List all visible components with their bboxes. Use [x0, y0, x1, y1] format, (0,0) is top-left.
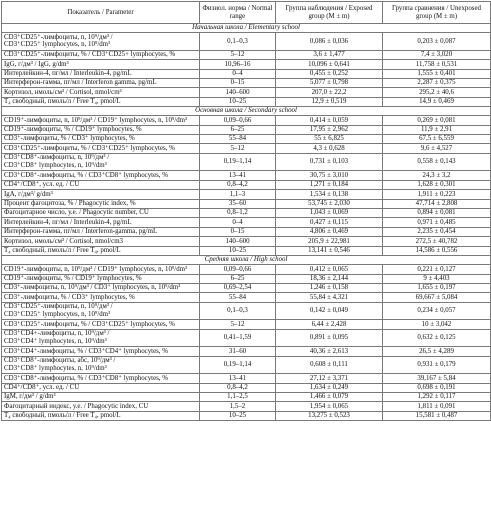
exposed-value-cell: 0,731 ± 0,103 — [276, 153, 383, 171]
parameter-cell — [2, 218, 200, 227]
exposed-value-cell: 1,954 ± 0,065 — [276, 402, 383, 411]
section-title: Средняя школа / High school — [2, 255, 491, 264]
exposed-value-cell: 4,806 ± 0,469 — [276, 227, 383, 236]
normal-range-cell: 0,09–0,66 — [200, 265, 276, 274]
header-row — [2, 2, 491, 24]
parameter-cell — [2, 293, 200, 302]
parameter-label-line: CD3⁺CD25⁺-лимфоциты, % / CD3⁺CD25⁺ lymphocytes, % — [4, 144, 175, 152]
exposed-value-cell: 18,36 ± 2,144 — [276, 274, 383, 283]
parameter-cell — [2, 33, 200, 51]
exposed-value-cell: 13,275 ± 0,523 — [276, 411, 383, 420]
unexposed-value-cell: 47,714 ± 2,808 — [383, 199, 491, 208]
normal-range-cell: 35–60 — [200, 199, 276, 208]
normal-range-cell: 0–15 — [200, 78, 276, 87]
normal-range-cell: 10–25 — [200, 246, 276, 255]
normal-range-cell: 55–84 — [200, 293, 276, 302]
parameter-label-line: T₄ свободный, пмоль/л / Free T₄, pmol/L — [4, 412, 121, 420]
unexposed-value-cell: 0,971 ± 0,485 — [383, 218, 491, 227]
parameter-cell — [2, 374, 200, 383]
parameter-label-line: CD3⁺CD4⁺-лимфоциты, % / CD3⁺CD4⁺ lymphocytes, % — [4, 347, 168, 355]
parameter-label-line: T₄ свободный, пмоль/л / Free T₄, pmol/L — [4, 246, 121, 254]
table-row — [2, 50, 491, 59]
unexposed-value-cell: 272,5 ± 40,782 — [383, 237, 491, 246]
table-row — [2, 237, 491, 246]
table-row — [2, 218, 491, 227]
parameter-label-line: Фагоцитарный индекс, у.е. / Phagocytic index, CU — [4, 402, 149, 410]
parameter-label-line: CD4⁺/CD8⁺, усл. ед. / CU — [4, 384, 80, 392]
normal-range-cell: 10–25 — [200, 411, 276, 420]
unexposed-value-cell: 26,5 ± 4,289 — [383, 347, 491, 356]
normal-range-cell: 0–15 — [200, 227, 276, 236]
parameter-cell — [2, 383, 200, 392]
table-row — [2, 33, 491, 51]
header-exposed-group: Группа наблюдения / Exposed group (M ± m) — [276, 2, 383, 24]
parameter-label-line: CD3⁺CD8⁺-лимфоциты, % / CD3⁺CD8⁺ lymphocytes, % — [4, 374, 168, 382]
table-row — [2, 180, 491, 189]
section-header-row — [2, 255, 491, 264]
parameter-cell — [2, 125, 200, 134]
parameter-label-line: CD19⁺-лимфоциты, % / CD19⁺ lymphocytes, % — [4, 274, 142, 282]
exposed-value-cell: 17,95 ± 2,962 — [276, 125, 383, 134]
section-header-row — [2, 24, 491, 33]
parameter-cell — [2, 190, 200, 199]
parameter-label-line: CD3⁺CD4⁺ lymphocytes, n, 10⁹/dm³ — [4, 338, 107, 346]
table-row — [2, 320, 491, 329]
unexposed-value-cell: 2,287 ± 0,375 — [383, 78, 491, 87]
table-row — [2, 393, 491, 402]
exposed-value-cell: 0,608 ± 0,111 — [276, 356, 383, 374]
exposed-value-cell: 1,634 ± 0,249 — [276, 383, 383, 392]
parameter-cell — [2, 171, 200, 180]
table-row — [2, 302, 491, 320]
unexposed-value-cell: 0,632 ± 0,125 — [383, 329, 491, 347]
table-row — [2, 265, 491, 274]
exposed-value-cell: 1,534 ± 0,138 — [276, 190, 383, 199]
exposed-value-cell: 0,412 ± 0,065 — [276, 265, 383, 274]
exposed-value-cell: 13,141 ± 0,546 — [276, 246, 383, 255]
table-row — [2, 411, 491, 420]
parameter-label-line: CD3⁺CD25⁺-лимфоциты, % / CD3⁺CD25+ lymphocytes, % — [4, 51, 176, 59]
table-row — [2, 135, 491, 144]
table-row — [2, 190, 491, 199]
unexposed-value-cell: 67,5 ± 6,559 — [383, 135, 491, 144]
exposed-value-cell: 6,44 ± 2,428 — [276, 320, 383, 329]
exposed-value-cell: 1,466 ± 0,079 — [276, 393, 383, 402]
exposed-value-cell: 27,12 ± 3,371 — [276, 374, 383, 383]
parameter-label-line: Фагоцитарное число, у.е. / Phagocytic number, CU — [4, 209, 149, 217]
unexposed-value-cell: 1,655 ± 0,197 — [383, 283, 491, 292]
unexposed-value-cell: 39,167 ± 5,84 — [383, 374, 491, 383]
parameter-label-line: Интерлейкин-4, пг/мл / Interleukin-4, pg/mL — [4, 69, 132, 77]
exposed-value-cell: 1,271 ± 0,184 — [276, 180, 383, 189]
parameter-label-line: CD19⁺-лимфоциты, % / CD19⁺ lymphocytes, % — [4, 126, 142, 134]
parameter-cell — [2, 199, 200, 208]
normal-range-cell: 55–84 — [200, 135, 276, 144]
table-row — [2, 209, 491, 218]
normal-range-cell: 5–12 — [200, 144, 276, 153]
exposed-value-cell: 0,455 ± 0,252 — [276, 69, 383, 78]
section-title: Основная школа / Secondary school — [2, 107, 491, 116]
table-row — [2, 60, 491, 69]
parameter-cell — [2, 329, 200, 347]
unexposed-value-cell: 9 ± 4,403 — [383, 274, 491, 283]
normal-range-cell: 0,19–1,14 — [200, 356, 276, 374]
table-row — [2, 227, 491, 236]
unexposed-value-cell: 0,203 ± 0,087 — [383, 33, 491, 51]
table-row — [2, 274, 491, 283]
exposed-value-cell: 12,9 ± 0,519 — [276, 97, 383, 106]
exposed-value-cell: 205,9 ± 22,981 — [276, 237, 383, 246]
unexposed-value-cell: 1,292 ± 0,117 — [383, 393, 491, 402]
table-row — [2, 402, 491, 411]
exposed-value-cell: 0,414 ± 0,059 — [276, 116, 383, 125]
exposed-value-cell: 1,246 ± 0,158 — [276, 283, 383, 292]
unexposed-value-cell: 14,9 ± 0,469 — [383, 97, 491, 106]
unexposed-value-cell: 0,269 ± 0,081 — [383, 116, 491, 125]
normal-range-cell: 5–12 — [200, 50, 276, 59]
normal-range-cell: 1,5–2 — [200, 402, 276, 411]
normal-range-cell: 1,1–2,5 — [200, 393, 276, 402]
parameter-label-line: CD3⁺CD8⁺-лимфоциты, n, 10⁹/дм³ / — [4, 154, 110, 162]
table-row — [2, 383, 491, 392]
parameter-label-line: CD3⁺CD8⁺ lymphocytes, n, 10⁹/dm³ — [4, 365, 107, 372]
parameter-label-line: CD3⁺-лимфоциты, % / CD3⁺ lymphocytes, % — [4, 135, 135, 143]
parameter-label-line: CD4⁺/CD8⁺, усл. ед. / CU — [4, 181, 80, 189]
parameter-label-line: CD3⁺-лимфоциты, % / CD3⁺ lymphocytes, % — [4, 293, 135, 301]
parameter-label-line: CD19⁺-лимфоциты, n, 10⁹/дм³ / CD19⁺ lymphocytes, n, 10⁹/dm³ — [4, 265, 188, 273]
parameter-label-line: CD3⁺CD25⁺-лимфоциты, % / CD3⁺CD25⁺ lymphocytes, % — [4, 320, 175, 328]
parameter-cell — [2, 265, 200, 274]
unexposed-value-cell: 9,6 ± 4,527 — [383, 144, 491, 153]
parameter-cell — [2, 60, 200, 69]
normal-range-cell: 140–600 — [200, 237, 276, 246]
exposed-value-cell: 10,096 ± 0,641 — [276, 60, 383, 69]
header-normal-range: Физиол. норма / Normal range — [200, 2, 276, 24]
normal-range-cell: 0,69–2,54 — [200, 283, 276, 292]
parameter-label-line: Кортизол, нмоль/см³ / Cortisol, nmol/cm3 — [4, 237, 124, 245]
normal-range-cell: 0,8–1,2 — [200, 209, 276, 218]
normal-range-cell: 1,1–3 — [200, 190, 276, 199]
unexposed-value-cell: 1,555 ± 0,401 — [383, 69, 491, 78]
unexposed-value-cell: 0,894 ± 0,081 — [383, 209, 491, 218]
parameter-cell — [2, 97, 200, 106]
normal-range-cell: 0,1–0,3 — [200, 33, 276, 51]
parameter-label-line: CD3⁺-лимфоциты, n, 10⁹/дм³ / CD3⁺ lymphocytes, n, 10⁹/dm³ — [4, 284, 181, 292]
parameter-cell — [2, 347, 200, 356]
normal-range-cell: 140–600 — [200, 88, 276, 97]
unexposed-value-cell: 15,581 ± 0,487 — [383, 411, 491, 420]
parameter-cell — [2, 302, 200, 320]
exposed-value-cell: 207,0 ± 22,2 — [276, 88, 383, 97]
normal-range-cell: 5–12 — [200, 320, 276, 329]
parameter-cell — [2, 393, 200, 402]
parameter-cell — [2, 144, 200, 153]
exposed-value-cell: 30,75 ± 3,010 — [276, 171, 383, 180]
unexposed-value-cell: 0,234 ± 0,057 — [383, 302, 491, 320]
normal-range-cell: 13–41 — [200, 374, 276, 383]
header-unexposed-group: Группа сравнения / Unexposed group (M ± m) — [383, 2, 491, 24]
parameter-cell — [2, 135, 200, 144]
table-row — [2, 283, 491, 292]
parameter-cell — [2, 153, 200, 171]
parameter-cell — [2, 274, 200, 283]
exposed-value-cell: 0,891 ± 0,095 — [276, 329, 383, 347]
parameter-label-line: IgA, г/дм³/ g/dm³ — [4, 190, 53, 198]
table-row — [2, 246, 491, 255]
normal-range-cell: 10,96–16 — [200, 60, 276, 69]
normal-range-cell: 0,19–1,14 — [200, 153, 276, 171]
parameter-label-line: IgG, г/дм³ / IgG, g/dm³ — [4, 60, 69, 68]
table-row — [2, 374, 491, 383]
parameter-label-line: CD3⁺CD25⁺-лимфоциты, n, 10⁹/дм³ / — [4, 33, 113, 41]
section-header-row — [2, 107, 491, 116]
exposed-value-cell: 0,142 ± 0,049 — [276, 302, 383, 320]
parameter-cell — [2, 356, 200, 374]
table-row — [2, 144, 491, 153]
exposed-value-cell: 3,6 ± 1,477 — [276, 50, 383, 59]
table-row — [2, 69, 491, 78]
parameter-cell — [2, 88, 200, 97]
table-row — [2, 356, 491, 374]
normal-range-cell: 0,8–4,2 — [200, 383, 276, 392]
parameter-label-line: Интерферон-гамма, пг/мл / Interferon-gamma, pg/mL — [4, 228, 158, 236]
unexposed-value-cell: 0,558 ± 0,143 — [383, 153, 491, 171]
unexposed-value-cell: 1,911 ± 0,223 — [383, 190, 491, 199]
unexposed-value-cell: 69,667 ± 5,084 — [383, 293, 491, 302]
table-row — [2, 116, 491, 125]
normal-range-cell: 13–41 — [200, 171, 276, 180]
normal-range-cell: 0,41–1,59 — [200, 329, 276, 347]
table-row — [2, 97, 491, 106]
unexposed-value-cell: 0,698 ± 0,191 — [383, 383, 491, 392]
exposed-value-cell: 1,043 ± 0,069 — [276, 209, 383, 218]
unexposed-value-cell: 11,9 ± 2,91 — [383, 125, 491, 134]
parameter-cell — [2, 78, 200, 87]
unexposed-value-cell: 0,221 ± 0,127 — [383, 265, 491, 274]
unexposed-value-cell: 0,931 ± 0,179 — [383, 356, 491, 374]
exposed-value-cell: 40,36 ± 2,613 — [276, 347, 383, 356]
table-row — [2, 153, 491, 171]
normal-range-cell: 0,8–4,2 — [200, 180, 276, 189]
parameter-cell — [2, 116, 200, 125]
table-row — [2, 199, 491, 208]
parameter-label-line: CD3⁺CD4+-лимфоциты, n, 10⁹/дм³ / — [4, 330, 110, 338]
parameter-cell — [2, 411, 200, 420]
unexposed-value-cell: 11,758 ± 0,531 — [383, 60, 491, 69]
parameter-label-line: CD3⁺CD25⁺ lymphocytes, n, 10⁹/dm³ — [4, 311, 111, 319]
parameter-label-line: Интерлейкин-4, пг/мл / Interleukin-4, pg/mL — [4, 218, 132, 226]
exposed-value-cell: 4,3 ± 0,628 — [276, 144, 383, 153]
normal-range-cell: 0,1–0,3 — [200, 302, 276, 320]
normal-range-cell: 0,09–0,66 — [200, 116, 276, 125]
parameter-label-line: T₄ свободный, пмоль/л / Free T₄, pmol/L — [4, 98, 121, 106]
normal-range-cell: 6–25 — [200, 274, 276, 283]
parameter-cell — [2, 69, 200, 78]
table-row — [2, 171, 491, 180]
parameter-cell — [2, 227, 200, 236]
normal-range-cell: 31–60 — [200, 347, 276, 356]
immunology-hormone-table — [1, 1, 491, 421]
parameter-label-line: CD3⁺CD8⁺-лимфоциты, абс, 10⁹/дм³ / — [4, 357, 116, 365]
parameter-cell — [2, 180, 200, 189]
table-row — [2, 329, 491, 347]
table-header — [2, 2, 491, 24]
table-body — [2, 24, 491, 421]
unexposed-value-cell: 10 ± 3,042 — [383, 320, 491, 329]
parameter-cell — [2, 320, 200, 329]
parameter-label-line: IgM, г/дм³ / g/dm³ — [4, 393, 56, 401]
parameter-cell — [2, 237, 200, 246]
parameter-label-line: CD19⁺-лимфоциты, n, 10⁹/дм³ / CD19⁺ lymphocytes, n, 10⁹/dm³ — [4, 116, 188, 124]
header-parameter: Показатель / Parameter — [2, 2, 200, 24]
unexposed-value-cell: 24,3 ± 3,2 — [383, 171, 491, 180]
exposed-value-cell: 5,077 ± 0,798 — [276, 78, 383, 87]
exposed-value-cell: 55,84 ± 4,321 — [276, 293, 383, 302]
parameter-label-line: Кортизол, нмоль/см³ / Cortisol, nmol/cm³ — [4, 88, 122, 96]
parameter-cell — [2, 50, 200, 59]
table-row — [2, 88, 491, 97]
unexposed-value-cell: 14,586 ± 0,556 — [383, 246, 491, 255]
normal-range-cell: 10–25 — [200, 97, 276, 106]
exposed-value-cell: 0,427 ± 0,115 — [276, 218, 383, 227]
parameter-cell — [2, 402, 200, 411]
table-row — [2, 125, 491, 134]
exposed-value-cell: 53,745 ± 2,030 — [276, 199, 383, 208]
unexposed-value-cell: 7,4 ± 3,020 — [383, 50, 491, 59]
parameter-label-line: Интерферон-гамма, пг/мл / Interferon gamma, pg/mL — [4, 79, 157, 87]
unexposed-value-cell: 1,628 ± 0,301 — [383, 180, 491, 189]
parameter-cell — [2, 209, 200, 218]
parameter-label-line: Процент фагоцитоза, % / Phagocytic index, % — [4, 199, 136, 207]
parameter-label-line: CD3⁺CD8⁺-лимфоциты, % / CD3⁺CD8⁺ lymphocytes, % — [4, 171, 168, 179]
normal-range-cell: 0–4 — [200, 69, 276, 78]
parameter-label-line: CD3⁺CD25⁺-лимфоциты, n, 10⁹/дм³ / — [4, 303, 113, 311]
parameter-cell — [2, 246, 200, 255]
normal-range-cell: 6–25 — [200, 125, 276, 134]
unexposed-value-cell: 2,235 ± 0,454 — [383, 227, 491, 236]
parameter-label-line: CD3⁺CD25⁺ lymphocytes, n, 10⁹/dm³ — [4, 41, 111, 49]
normal-range-cell: 0–4 — [200, 218, 276, 227]
table-row — [2, 78, 491, 87]
parameter-label-line: CD3⁺CD8⁺ lymphocytes, n, 10⁹/dm³ — [4, 162, 107, 170]
exposed-value-cell: 0,086 ± 0,036 — [276, 33, 383, 51]
unexposed-value-cell: 1,811 ± 0,091 — [383, 402, 491, 411]
parameter-cell — [2, 283, 200, 292]
section-title: Начальная школа / Elementary school — [2, 24, 491, 33]
table-row — [2, 293, 491, 302]
table-row — [2, 347, 491, 356]
unexposed-value-cell: 295,2 ± 40,6 — [383, 88, 491, 97]
exposed-value-cell: 55 ± 6,825 — [276, 135, 383, 144]
